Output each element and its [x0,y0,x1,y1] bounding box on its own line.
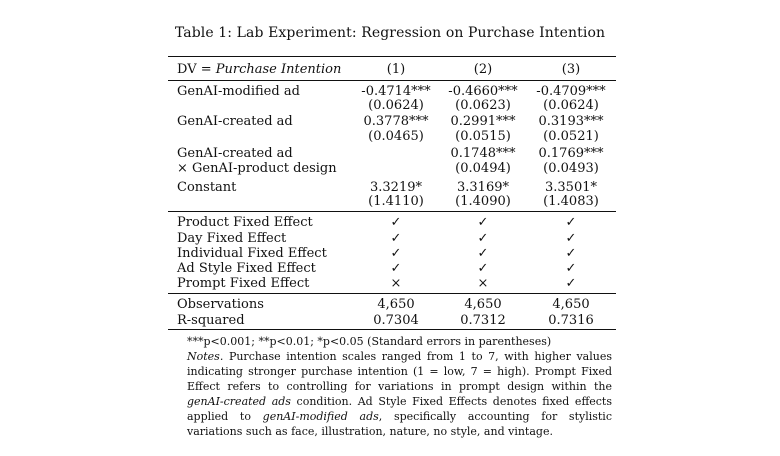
coef-created-2: 0.2991*** [450,114,516,129]
fe-label-product: Product Fixed Effect [177,215,313,230]
row-label-constant: Constant [177,180,237,195]
se-modified-3: (0.0624) [543,98,599,113]
fe-label-individual: Individual Fixed Effect [177,246,327,261]
bottom-rule [168,329,616,330]
se-constant-1: (1.4110) [368,194,424,209]
table-notes [187,334,612,439]
fe-label-day: Day Fixed Effect [177,231,287,246]
coef-modified-3: -0.4709*** [536,84,606,99]
stat-label-r-squared: R-squared [177,313,245,328]
fe-ad-style-1: ✓ [390,261,402,276]
fe-product-2: ✓ [477,215,489,230]
se-created-2: (0.0515) [455,129,511,144]
fe-prompt-2: × [477,276,489,291]
coef-created-3: 0.3193*** [538,114,604,129]
coef-constant-3: 3.3501* [545,180,597,195]
top-rule [168,56,616,57]
fixed-effects-rule [168,211,616,212]
coef-constant-2: 3.3169* [457,180,509,195]
se-created-3: (0.0521) [543,129,599,144]
fe-product-1: ✓ [390,215,402,230]
notes-italic-b: genAI-modified ads [262,410,379,423]
row-label-interaction-1: GenAI-created ad [177,146,293,161]
se-modified-2: (0.0623) [455,98,511,113]
fe-prompt-1: × [390,276,402,291]
fe-individual-2: ✓ [477,246,489,261]
coef-created-1: 0.3778*** [363,114,429,129]
fe-label-prompt: Prompt Fixed Effect [177,276,310,291]
coef-constant-1: 3.3219* [370,180,422,195]
r-squared-2: 0.7312 [460,313,506,328]
row-label-modified: GenAI-modified ad [177,84,300,99]
notes-italic-a: genAI-created ads [187,395,291,408]
notes-label: Notes. [187,350,224,363]
fe-ad-style-2: ✓ [477,261,489,276]
header-col-1: (1) [386,62,406,77]
fe-individual-3: ✓ [565,246,577,261]
r-squared-1: 0.7304 [373,313,419,328]
header-col-3: (3) [561,62,581,77]
header-dv [177,62,341,77]
coef-interaction-3: 0.1769*** [538,146,604,161]
stat-label-observations: Observations [177,297,264,312]
fe-product-3: ✓ [565,215,577,230]
row-label-interaction-2: × GenAI-product design [177,161,337,176]
se-constant-3: (1.4083) [543,194,599,209]
se-created-1: (0.0465) [368,129,424,144]
stats-rule [168,293,616,294]
fe-label-ad-style: Ad Style Fixed Effect [177,261,316,276]
table-caption: Table 1: Lab Experiment: Regression on Purchase Intention [174,25,606,41]
se-modified-1: (0.0624) [368,98,424,113]
coef-modified-2: -0.4660*** [448,84,518,99]
observations-1: 4,650 [377,297,415,312]
header-dv-prefix: DV = [177,62,216,77]
coef-modified-1: -0.4714*** [361,84,431,99]
notes-text-c: , specifically accounting for stylistic variations such as face, illustration, nature, no style, and vintage. [187,410,612,438]
coef-interaction-2: 0.1748*** [450,146,516,161]
r-squared-3: 0.7316 [548,313,594,328]
fe-ad-style-3: ✓ [565,261,577,276]
fe-day-2: ✓ [477,231,489,246]
fe-individual-1: ✓ [390,246,402,261]
header-dv-name: Purchase Intention [215,62,342,77]
row-label-created: GenAI-created ad [177,114,293,129]
notes-paragraph [187,349,612,439]
se-constant-2: (1.4090) [455,194,511,209]
significance-note: ***p<0.001; **p<0.01; *p<0.05 (Standard errors in parentheses) [187,335,552,348]
fe-day-1: ✓ [390,231,402,246]
se-interaction-2: (0.0494) [455,161,511,176]
header-rule [168,80,616,81]
se-interaction-3: (0.0493) [543,161,599,176]
observations-2: 4,650 [464,297,502,312]
notes-text-a: Purchase intention scales ranged from 1 to 7, with higher values indicating stronger purchase intention (1 = low, 7 = high). Prompt Fixed Effect refers to controlling for variations in prompt design within the [187,350,612,393]
header-col-2: (2) [473,62,493,77]
fe-day-3: ✓ [565,231,577,246]
observations-3: 4,650 [552,297,590,312]
notes-text-b: condition. Ad Style Fixed Effects denotes fixed effects applied to [187,395,612,423]
fe-prompt-3: ✓ [565,276,577,291]
